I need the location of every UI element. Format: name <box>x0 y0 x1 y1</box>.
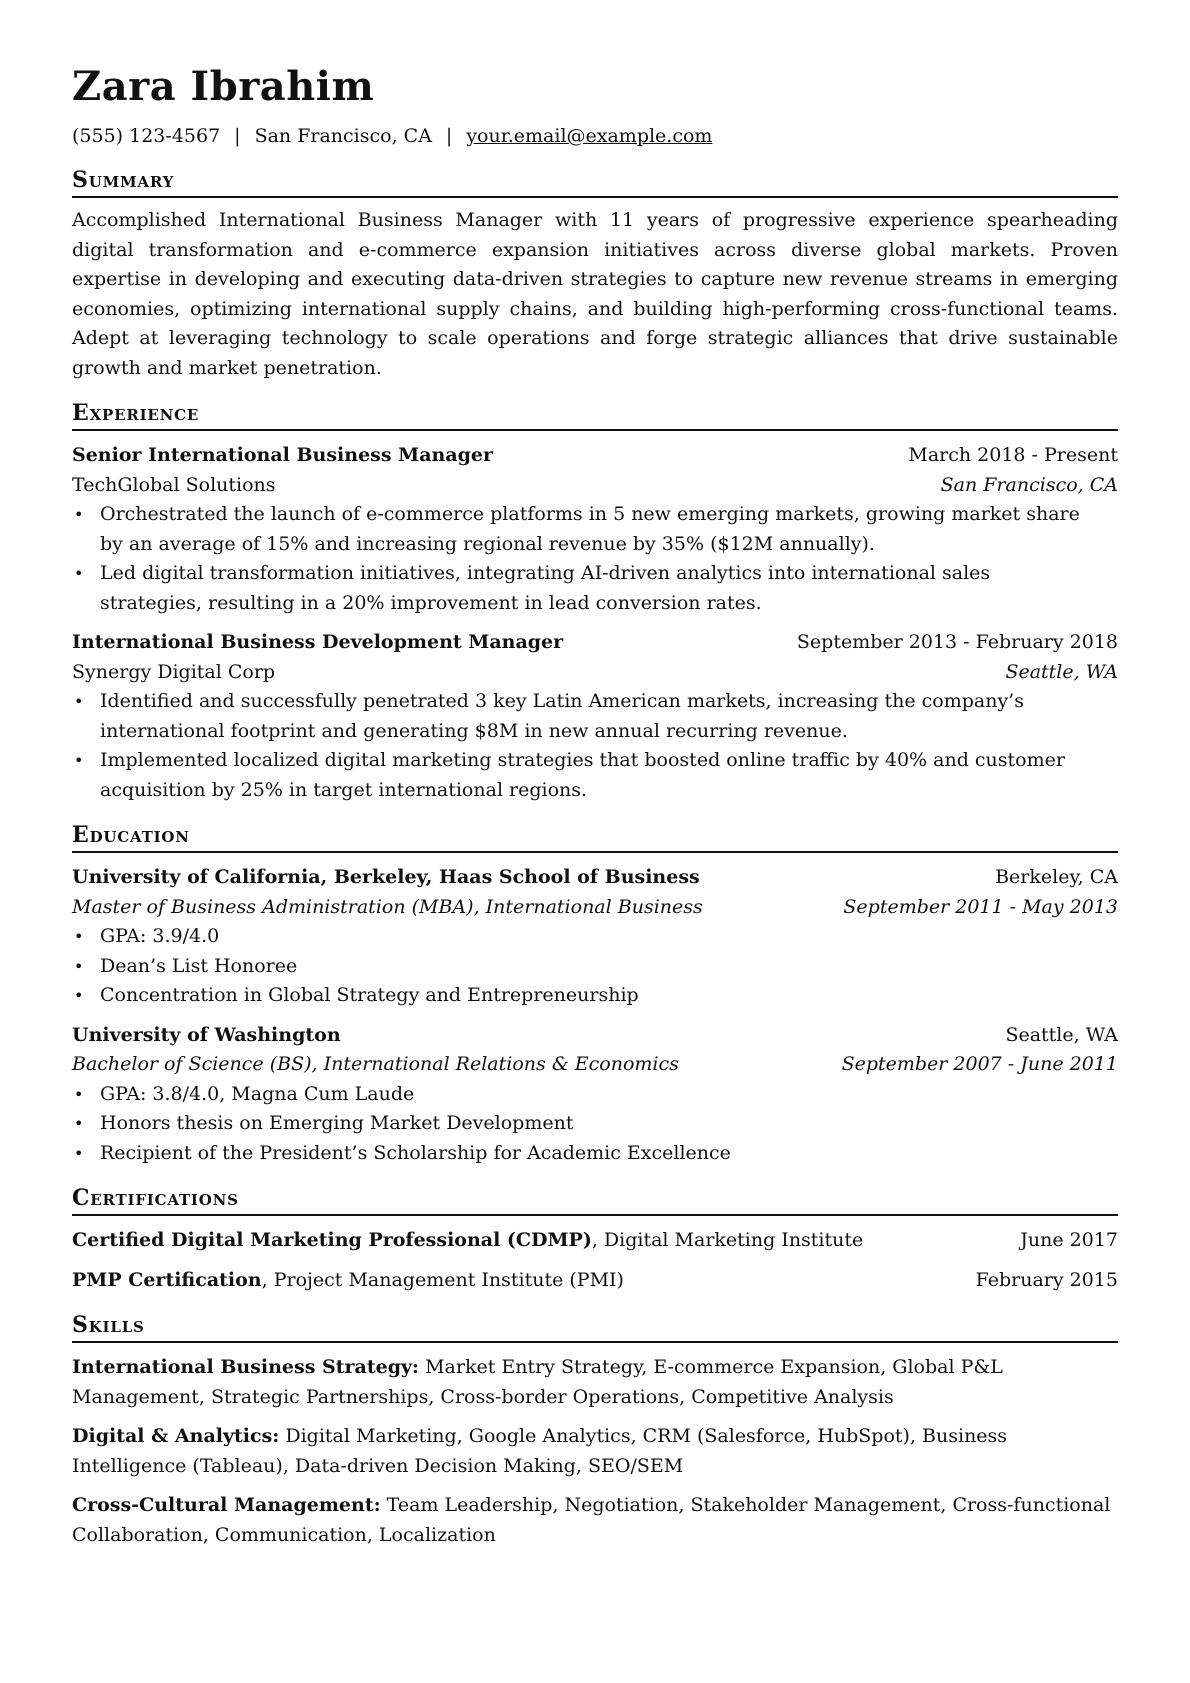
list-item: • GPA: 3.9/4.0 <box>100 922 1118 952</box>
list-item: • Implemented localized digital marketing strategies that boosted online traffic by 40% and customer acquisition by 25% in target international regions. <box>100 746 1118 805</box>
education-dates: September 2011 - May 2013 <box>843 895 1118 918</box>
section-title-summary: Summary <box>72 166 1118 198</box>
list-item: • Concentration in Global Strategy and Entrepreneurship <box>100 981 1118 1011</box>
education-entry <box>72 863 1118 1011</box>
email-link[interactable]: your.email@example.com <box>466 125 713 147</box>
school-name: University of California, Berkeley, Haas School of Business <box>72 866 700 888</box>
contact-line <box>72 122 1118 150</box>
contact-separator: | <box>234 125 241 147</box>
job-dates: March 2018 - Present <box>908 444 1118 466</box>
certification-issuer: , Digital Marketing Institute <box>591 1229 864 1251</box>
summary-text: Accomplished International Business Manager with 11 years of progressive experience spearheading digital transformation and e-commerce expansion initiatives across diverse global markets. Proven expertise in developing and executing data-driven strategies to capture new revenue streams in emerging economies, optimizing international supply chains, and building high-performing cross-functional teams. Adept at leveraging technology to scale operations and forge strategic alliances that drive sustainable growth and market penetration. <box>72 209 1118 379</box>
list-item: • Dean’s List Honoree <box>100 952 1118 982</box>
education-entry <box>72 1021 1118 1169</box>
list-item: • Orchestrated the launch of e-commerce platforms in 5 new emerging markets, growing market share by an average of 15% and increasing regional revenue by 35% ($12M annually). <box>100 500 1118 559</box>
candidate-name: Zara Ibrahim <box>72 63 375 110</box>
section-title-skills: Skills <box>72 1311 1118 1343</box>
skill-group <box>72 1353 1118 1412</box>
skill-label: International Business Strategy: <box>72 1356 420 1378</box>
experience-entry <box>72 441 1118 618</box>
job-bullets <box>72 687 1118 805</box>
school-location: Berkeley, CA <box>995 866 1118 888</box>
education-bullets <box>72 1080 1118 1169</box>
job-location: Seattle, WA <box>1005 660 1118 683</box>
skill-items: Team Leadership, Negotiation, Stakeholder Management, Cross-functional Collaboration, Communication, Localization <box>72 1494 1111 1546</box>
skill-items: Digital Marketing, Google Analytics, CRM (Salesforce, HubSpot), Business Intelligence (Tableau), Data-driven Decision Making, SEO/SEM <box>72 1425 1008 1477</box>
certification-name: Certified Digital Marketing Professional (CDMP) <box>72 1229 592 1251</box>
list-item: • Identified and successfully penetrated 3 key Latin American markets, increasing the company’s international footprint and generating $8M in new annual recurring revenue. <box>100 687 1118 746</box>
school-name: University of Washington <box>72 1023 341 1046</box>
education-dates: September 2007 - June 2011 <box>841 1053 1118 1075</box>
job-bullets <box>72 500 1118 618</box>
job-title: Senior International Business Manager <box>72 444 494 466</box>
degree: Master of Business Administration (MBA), International Business <box>72 895 703 918</box>
job-title: International Business Development Manager <box>72 631 564 653</box>
certification-date: February 2015 <box>975 1268 1118 1291</box>
skill-label: Cross-Cultural Management: <box>72 1494 381 1516</box>
degree: Bachelor of Science (BS), International Relations & Economics <box>72 1053 679 1075</box>
list-item: • Led digital transformation initiatives, integrating AI-driven analytics into international sales strategies, resulting in a 20% improvement in lead conversion rates. <box>100 559 1118 618</box>
job-dates: September 2013 - February 2018 <box>796 631 1118 653</box>
section-title-education: Education <box>72 821 1118 853</box>
skill-group <box>72 1491 1118 1550</box>
certification-date: June 2017 <box>1020 1229 1118 1251</box>
skill-items: Market Entry Strategy, E-commerce Expansion, Global P&L Management, Strategic Partnerships, Cross-border Operations, Competitive Analysis <box>72 1356 1003 1408</box>
certification-entry <box>72 1266 1118 1296</box>
section-title-certifications: Certifications <box>72 1184 1118 1216</box>
skill-label: Digital & Analytics: <box>72 1425 280 1447</box>
list-item: • GPA: 3.8/4.0, Magna Cum Laude <box>100 1080 1118 1110</box>
school-location: Seattle, WA <box>1005 1023 1118 1046</box>
certification-entry <box>72 1226 1118 1256</box>
certification-name: PMP Certification <box>72 1268 262 1291</box>
certification-issuer: , Project Management Institute (PMI) <box>261 1268 624 1291</box>
education-bullets <box>72 922 1118 1011</box>
section-title-experience: Experience <box>72 399 1118 431</box>
phone-number: (555) 123-4567 <box>72 125 221 147</box>
company-name: TechGlobal Solutions <box>72 473 276 496</box>
job-location: San Francisco, CA <box>940 473 1118 496</box>
contact-separator: | <box>445 125 453 147</box>
experience-entry <box>72 628 1118 805</box>
company-name: Synergy Digital Corp <box>72 660 276 683</box>
skill-group <box>72 1422 1118 1481</box>
list-item: • Recipient of the President’s Scholarship for Academic Excellence <box>100 1139 1118 1169</box>
list-item: • Honors thesis on Emerging Market Development <box>100 1109 1118 1139</box>
location: San Francisco, CA <box>254 125 432 147</box>
